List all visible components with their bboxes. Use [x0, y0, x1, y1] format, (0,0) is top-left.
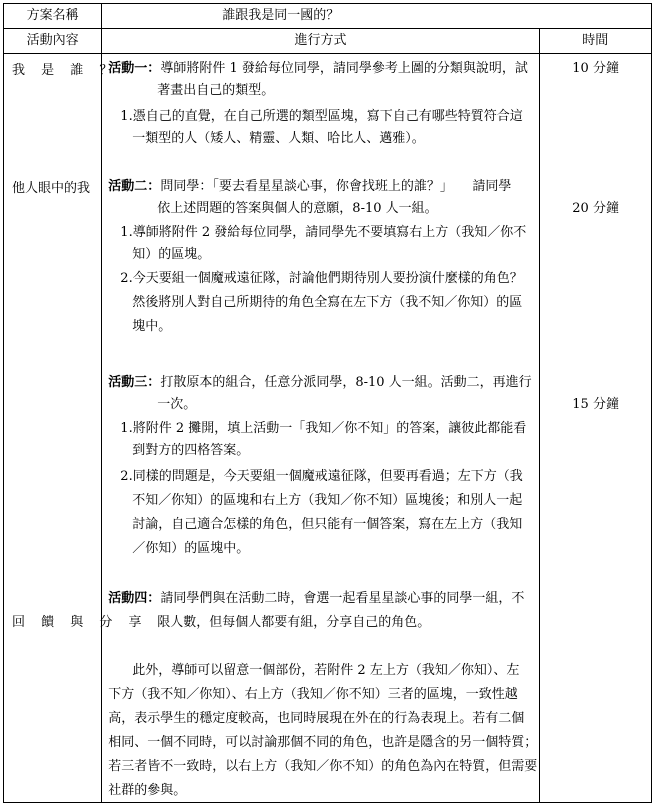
closing-line1: 此外，導師可以留意一個部份，若附件 2 左上方（我知／你知）、左 — [132, 663, 520, 678]
closing-line5: 若三者皆不一致時，以右上方（我知／你不知）的角色為內在特質，但需要 — [108, 759, 538, 774]
activity3-item1-line1: 1.將附件 2 攤開，填上活動一「我知／你不知」的答案，讓彼此都能看 — [120, 421, 527, 436]
plan-name-label: 方案名稱 — [4, 4, 102, 29]
activity2-line2: 依上述問題的答案與個人的意願，8-10 人一組。 — [157, 201, 438, 216]
activity1-line1: 活動一：導師將附件 1 發給每位同學，請同學參考上圖的分類與說明，試 — [108, 61, 528, 76]
body-row — [4, 54, 652, 803]
activity1-line2: 著畫出自己的類型。 — [157, 83, 275, 98]
column-header-time: 時間 — [539, 29, 651, 54]
activity2-time: 20 分鐘 — [572, 201, 619, 216]
activity2-item2-line2: 然後將別人對自己所期待的角色全寫在左下方（我不知／你知）的區 — [132, 295, 523, 310]
label-me-in-others-eyes: 他人眼中的我 — [12, 181, 91, 196]
activity3-line1: 活動三：打散原本的組合，任意分派同學，8-10 人一組。活動二，再進行 — [108, 375, 532, 390]
activity1-item1-line2: 一類型的人（矮人、精靈、人類、哈比人、邁雅）。 — [132, 131, 425, 146]
column-header-row — [4, 29, 652, 54]
activity4-line2: 限人數，但每個人都要有組，分享自己的角色。 — [157, 615, 431, 630]
activity1-time: 10 分鐘 — [572, 61, 619, 76]
activity2-item1-line1: 1.導師將附件 2 發給每位同學，請同學先不要填寫右上方（我知／你不 — [120, 225, 527, 240]
activity2-item1-line2: 知）的區塊。 — [132, 247, 211, 262]
column-header-method: 進行方式 — [102, 29, 539, 54]
closing-line4: 相同、一個不同時，可以討論那個不同的角色，也許是隱含的另一個特質； — [108, 735, 538, 750]
activity2-item2-line3: 塊中。 — [132, 319, 172, 334]
label-review-share: 回 饋 與 分 享 — [12, 615, 148, 630]
time-column — [539, 54, 651, 803]
plan-name-value: 誰跟我是同一國的？ — [102, 4, 652, 29]
activity4-title: 活動四： — [108, 591, 161, 606]
activity2-item2-line1: 2.今天要組一個魔戒遠征隊，討論他們期待別人要扮演什麼樣的角色？ — [120, 271, 523, 286]
activity3-item2-line3: 討論，自己適合怎樣的角色，但只能有一個答案，寫在左上方（我知 — [132, 517, 523, 532]
activity3-item2-line1: 2.同樣的問題是，今天要組一個魔戒遠征隊，但要再看過；左下方（我 — [120, 469, 523, 484]
activity3-title: 活動三： — [108, 375, 161, 390]
method-column — [102, 54, 539, 803]
activity4-line1: 活動四：請同學們與在活動二時，會選一起看星星談心事的同學一組，不 — [108, 591, 525, 606]
activity2-line1: 活動二：問同學：「要去看星星談心事，你會找班上的誰？」 請同學 — [108, 179, 512, 194]
activity3-time: 15 分鐘 — [572, 397, 619, 412]
closing-line3: 高，表示學生的穩定度較高，也同時展現在外在的行為表現上。若有二個 — [108, 711, 525, 726]
closing-line6: 社群的參與。 — [108, 783, 187, 798]
activity3-item1-line2: 到對方的四格答案。 — [132, 443, 250, 458]
activity2-title: 活動二： — [108, 179, 161, 194]
activity1-title: 活動一： — [108, 61, 161, 76]
activity1-item1-line1: 1.憑自己的直覺，在自己所選的類型區塊，寫下自己有哪些特質符合這 — [120, 109, 523, 124]
activity3-item2-line2: 不知／你知）的區塊和右上方（我知／你不知）區塊後；和別人一起 — [132, 493, 523, 508]
activity3-line2: 一次。 — [157, 397, 197, 412]
lesson-plan-table — [3, 3, 652, 803]
activity3-item2-line4: ／你知）的區塊中。 — [132, 541, 250, 556]
column-header-content: 活動內容 — [4, 29, 102, 54]
closing-line2: 下方（我不知／你知）、右上方（我知／你不知）三者的區塊，一致性越 — [108, 687, 518, 702]
label-who-am-i: 我 是 誰 ？ — [12, 63, 119, 78]
plan-name-row — [4, 4, 652, 29]
